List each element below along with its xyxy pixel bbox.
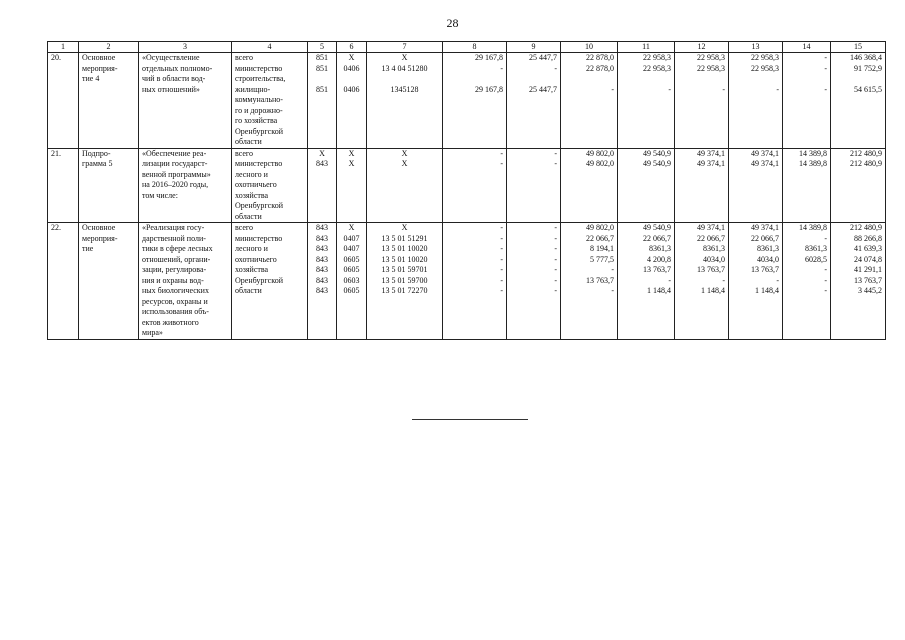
page-number: 28 xyxy=(446,16,459,30)
program-name-line: дарственной поли- xyxy=(142,233,206,243)
executor-line: министерство xyxy=(235,159,283,168)
value-2015: - xyxy=(554,275,557,285)
grbs-code: 843 xyxy=(316,244,328,253)
value-2015: - xyxy=(554,286,557,295)
value-2018: 13 763,7 xyxy=(697,265,725,274)
value-2019-cell xyxy=(729,148,783,223)
value-2015-cell xyxy=(507,148,561,223)
program-name-line: мира» xyxy=(142,328,163,337)
executor-line: го хозяйства xyxy=(235,116,278,125)
target-article-code: 1345128 xyxy=(390,84,419,94)
executor-line: го и дорожно- xyxy=(235,105,283,115)
row-number: 20. xyxy=(51,53,61,62)
executor-line: всего xyxy=(235,148,254,158)
value-2018: 49 374,1 xyxy=(697,159,725,168)
column-number: 8 xyxy=(443,42,507,53)
target-article-code: 13 5 01 59700 xyxy=(381,275,428,285)
column-number: 15 xyxy=(831,42,886,53)
value-2018: 4034,0 xyxy=(703,254,725,264)
value-2019: 22 958,3 xyxy=(751,53,779,62)
spacer xyxy=(621,74,671,85)
program-name-line: ния и охраны вод- xyxy=(142,275,204,285)
program-name-line: ных биологических xyxy=(142,286,209,295)
column-number: 2 xyxy=(79,42,139,53)
spacer xyxy=(786,74,827,85)
section-code: 0407 xyxy=(343,233,360,243)
value-2019: 1 148,4 xyxy=(755,286,779,295)
target-article-code-cell xyxy=(367,53,443,149)
executor-cell xyxy=(232,53,308,149)
program-kind-cell xyxy=(79,223,139,340)
program-name-line: «Реализация госу- xyxy=(142,223,205,232)
value-2014-cell xyxy=(443,223,507,340)
value-2015: - xyxy=(554,244,557,253)
grbs-code: 843 xyxy=(316,159,328,168)
total-value: 212 480,9 xyxy=(850,223,882,232)
value-2016-cell xyxy=(561,53,618,149)
value-2015: - xyxy=(554,63,557,73)
executor-line: жилищно- xyxy=(235,84,271,94)
value-2016: 22 066,7 xyxy=(586,233,614,243)
executor-line: Оренбургской xyxy=(235,126,283,136)
value-2017: 4 200,8 xyxy=(647,254,671,264)
value-2019: - xyxy=(776,84,779,94)
value-2018: - xyxy=(722,84,725,94)
spacer xyxy=(446,74,503,85)
grbs-code-cell xyxy=(308,223,337,340)
program-kind-cell xyxy=(79,148,139,223)
value-2019: 22 066,7 xyxy=(751,233,779,243)
value-2015: - xyxy=(554,265,557,274)
grbs-code-cell xyxy=(308,53,337,149)
value-2019-cell xyxy=(729,223,783,340)
value-2014: - xyxy=(500,148,503,158)
value-2014: - xyxy=(500,63,503,73)
section-code: 0605 xyxy=(343,286,360,295)
value-2016: - xyxy=(611,286,614,295)
total-value: 3 445,2 xyxy=(858,286,882,295)
grbs-code: 851 xyxy=(316,84,328,94)
spacer xyxy=(564,74,614,85)
target-article-code: 13 5 01 72270 xyxy=(381,286,428,295)
section-code: X xyxy=(348,148,355,158)
grbs-code: 851 xyxy=(316,63,328,73)
program-kind-line: Подпро- xyxy=(82,148,111,158)
value-2017: 1 148,4 xyxy=(647,286,671,295)
value-2018: 49 374,1 xyxy=(697,148,725,158)
value-2016-cell xyxy=(561,223,618,340)
value-2017: - xyxy=(668,275,671,285)
value-2016: 49 802,0 xyxy=(586,223,614,232)
value-2014: - xyxy=(500,244,503,253)
value-2020: - xyxy=(824,265,827,274)
column-number-row xyxy=(48,42,886,53)
row-number: 21. xyxy=(51,148,61,158)
total-value: 24 074,8 xyxy=(854,254,882,264)
value-2016: 49 802,0 xyxy=(586,159,614,168)
row-number: 22. xyxy=(51,223,61,232)
value-2020: 14 389,8 xyxy=(799,159,827,168)
executor-line: Оренбургской xyxy=(235,275,283,285)
value-2016: - xyxy=(611,265,614,274)
executor-line: министерство xyxy=(235,63,283,73)
total-value: 88 266,8 xyxy=(854,233,882,243)
value-2014: - xyxy=(500,223,503,232)
value-2020: - xyxy=(824,275,827,285)
column-number: 6 xyxy=(337,42,367,53)
program-kind-cell xyxy=(79,53,139,149)
grbs-code: 843 xyxy=(316,233,328,243)
target-article-code: 13 5 01 51291 xyxy=(381,233,428,243)
value-2016: 49 802,0 xyxy=(586,148,614,158)
section-code: 0603 xyxy=(343,275,360,285)
program-name-cell xyxy=(139,53,232,149)
grbs-code: 851 xyxy=(316,53,328,62)
target-article-code: X xyxy=(401,159,408,168)
program-name-line: отдельных полномо- xyxy=(142,63,213,73)
value-2015: - xyxy=(554,148,557,158)
executor-line: области xyxy=(235,211,262,221)
total-value: 41 291,1 xyxy=(854,265,882,274)
program-name-line: том числе: xyxy=(142,190,178,200)
value-2019-cell xyxy=(729,53,783,149)
section-code: 0406 xyxy=(343,63,360,73)
target-article-code-cell xyxy=(367,223,443,340)
value-2016: - xyxy=(611,84,614,94)
program-kind-line: мероприя- xyxy=(82,233,118,243)
target-article-code: 13 4 04 51280 xyxy=(381,63,428,73)
executor-line: хозяйства xyxy=(235,265,269,274)
grbs-code: 843 xyxy=(316,275,328,285)
value-2015: 25 447,7 xyxy=(529,84,557,94)
value-2017: 22 958,3 xyxy=(643,63,671,73)
value-2020: 8361,3 xyxy=(805,244,827,253)
target-article-code: 13 5 01 10020 xyxy=(381,244,428,253)
grbs-code-cell xyxy=(308,148,337,223)
row-number-cell xyxy=(48,223,79,340)
target-article-code: 13 5 01 10020 xyxy=(381,254,428,264)
value-2018: - xyxy=(722,275,725,285)
value-2015: 25 447,7 xyxy=(529,53,557,62)
value-2018: 22 958,3 xyxy=(697,63,725,73)
value-2014: 29 167,8 xyxy=(475,53,503,62)
executor-line: области xyxy=(235,137,262,146)
section-code: 0605 xyxy=(343,265,360,274)
value-2020-cell xyxy=(783,148,831,223)
program-name-line: ектов животного xyxy=(142,317,199,327)
spacer xyxy=(370,74,439,85)
value-2016: 5 777,5 xyxy=(590,254,614,264)
value-2020-cell xyxy=(783,223,831,340)
value-2019: 49 374,1 xyxy=(751,223,779,232)
value-2016: 22 878,0 xyxy=(586,53,614,62)
grbs-code: X xyxy=(319,148,325,158)
value-2019: 49 374,1 xyxy=(751,159,779,168)
section-code: 0406 xyxy=(343,84,360,94)
value-2017: 22 958,3 xyxy=(643,53,671,62)
value-2015: - xyxy=(554,223,557,232)
total-value: 91 752,9 xyxy=(854,63,882,73)
total-value: 212 480,9 xyxy=(850,159,882,168)
value-2020: - xyxy=(824,53,827,62)
value-2017-cell xyxy=(618,148,675,223)
program-kind-line: Основное xyxy=(82,53,116,62)
column-number: 9 xyxy=(507,42,561,53)
executor-cell xyxy=(232,148,308,223)
target-article-code: X xyxy=(401,223,408,232)
row-number-cell xyxy=(48,53,79,149)
column-number: 10 xyxy=(561,42,618,53)
program-name-line: венной программы» xyxy=(142,169,211,179)
program-name-line: ных отношений» xyxy=(142,84,200,94)
column-number: 12 xyxy=(675,42,729,53)
value-2020: 14 389,8 xyxy=(799,223,827,232)
column-number: 11 xyxy=(618,42,675,53)
column-number: 4 xyxy=(232,42,308,53)
value-2015-cell xyxy=(507,53,561,149)
spacer xyxy=(834,74,882,85)
executor-line: всего xyxy=(235,223,254,232)
total-value: 13 763,7 xyxy=(854,275,882,285)
target-article-code-cell xyxy=(367,148,443,223)
value-2014: - xyxy=(500,233,503,243)
value-2020: - xyxy=(824,63,827,73)
grbs-code: 843 xyxy=(316,223,328,232)
value-2018: 8361,3 xyxy=(703,244,725,253)
value-2018-cell xyxy=(675,53,729,149)
section-code-cell xyxy=(337,223,367,340)
executor-cell xyxy=(232,223,308,340)
target-article-code: X xyxy=(401,148,408,158)
program-kind-line: тие 4 xyxy=(82,74,100,83)
spacer xyxy=(340,74,363,85)
value-2016: 22 878,0 xyxy=(586,63,614,73)
program-name-line: на 2016–2020 годы, xyxy=(142,180,209,189)
value-2015: - xyxy=(554,159,557,168)
value-2014-cell xyxy=(443,148,507,223)
value-2019: 49 374,1 xyxy=(751,148,779,158)
executor-line: хозяйства xyxy=(235,190,269,200)
spacer xyxy=(311,74,333,85)
value-2020: 6028,5 xyxy=(805,254,827,264)
value-2015-cell xyxy=(507,223,561,340)
executor-line: охотничьего xyxy=(235,180,277,189)
column-number: 14 xyxy=(783,42,831,53)
value-2017: 22 066,7 xyxy=(643,233,671,243)
value-2018: 22 066,7 xyxy=(697,233,725,243)
program-kind-line: грамма 5 xyxy=(82,159,113,168)
target-article-code: 13 5 01 59701 xyxy=(381,265,428,274)
value-2017: - xyxy=(668,84,671,94)
section-code: 0605 xyxy=(343,254,360,264)
section-code: X xyxy=(348,159,355,168)
program-name-line: «Осуществление xyxy=(142,53,200,62)
value-2019: 13 763,7 xyxy=(751,265,779,274)
table-row xyxy=(48,148,886,223)
section-code: 0407 xyxy=(343,244,360,253)
program-name-cell xyxy=(139,223,232,340)
budget-table xyxy=(47,41,886,340)
value-2014: - xyxy=(500,275,503,285)
value-2018: 1 148,4 xyxy=(701,286,725,295)
value-2017-cell xyxy=(618,223,675,340)
executor-line: министерство xyxy=(235,233,283,243)
value-2017: 49 540,9 xyxy=(643,223,671,232)
section-code-cell xyxy=(337,148,367,223)
value-2014-cell xyxy=(443,53,507,149)
executor-line: лесного и xyxy=(235,169,268,179)
program-name-line: ресурсов, охраны и xyxy=(142,296,208,306)
value-2014: - xyxy=(500,286,503,295)
value-2016-cell xyxy=(561,148,618,223)
value-2017-cell xyxy=(618,53,675,149)
total-value: 146 368,4 xyxy=(850,53,882,62)
column-number: 5 xyxy=(308,42,337,53)
spacer xyxy=(510,74,557,85)
value-2016: 13 763,7 xyxy=(586,275,614,285)
program-name-line: чий в области вод- xyxy=(142,74,206,83)
program-kind-line: тие xyxy=(82,244,94,253)
value-2020: - xyxy=(824,233,827,243)
value-2020: - xyxy=(824,286,827,295)
grbs-code: 843 xyxy=(316,286,328,295)
executor-line: строительства, xyxy=(235,74,286,83)
value-2017: 8361,3 xyxy=(649,244,671,253)
executor-line: всего xyxy=(235,53,254,62)
value-2018: 22 958,3 xyxy=(697,53,725,62)
program-name-line: зации, регулирова- xyxy=(142,265,207,274)
value-2014: - xyxy=(500,265,503,274)
table-row xyxy=(48,223,886,340)
value-2019: 8361,3 xyxy=(757,244,779,253)
spacer xyxy=(732,74,779,85)
value-2015: - xyxy=(554,254,557,264)
value-2018-cell xyxy=(675,148,729,223)
program-name-cell xyxy=(139,148,232,223)
value-2020: - xyxy=(824,84,827,94)
executor-line: коммунально- xyxy=(235,95,283,104)
value-2019: 22 958,3 xyxy=(751,63,779,73)
row-number-cell xyxy=(48,148,79,223)
total-value: 41 639,3 xyxy=(854,244,882,253)
column-number: 1 xyxy=(48,42,79,53)
program-name-line: отношений, органи- xyxy=(142,254,211,264)
value-2014: - xyxy=(500,159,503,168)
value-2017: 13 763,7 xyxy=(643,265,671,274)
total-value-cell xyxy=(831,53,886,149)
footer-divider xyxy=(412,419,528,420)
value-2018: 49 374,1 xyxy=(697,223,725,232)
section-code: X xyxy=(348,53,355,62)
table-row xyxy=(48,53,886,149)
total-value-cell xyxy=(831,148,886,223)
spacer xyxy=(678,74,725,85)
program-name-line: использования объ- xyxy=(142,307,209,316)
section-code-cell xyxy=(337,53,367,149)
value-2017: 49 540,9 xyxy=(643,159,671,168)
value-2016: 8 194,1 xyxy=(590,244,614,253)
value-2020: 14 389,8 xyxy=(799,148,827,158)
total-value: 54 615,5 xyxy=(854,84,882,94)
total-value: 212 480,9 xyxy=(850,148,882,158)
value-2014: 29 167,8 xyxy=(475,84,503,94)
executor-line: лесного и xyxy=(235,244,268,253)
executor-line: области xyxy=(235,286,262,295)
program-name-line: тики в сфере лесных xyxy=(142,244,213,253)
executor-line: Оренбургской xyxy=(235,201,283,210)
total-value-cell xyxy=(831,223,886,340)
column-number: 13 xyxy=(729,42,783,53)
target-article-code: X xyxy=(401,53,408,62)
program-name-line: «Обеспечение реа- xyxy=(142,148,207,158)
program-name-line: лизации государст- xyxy=(142,159,208,168)
section-code: X xyxy=(348,223,355,232)
column-number: 3 xyxy=(139,42,232,53)
executor-line: охотничьего xyxy=(235,254,277,264)
value-2017: 49 540,9 xyxy=(643,148,671,158)
value-2014: - xyxy=(500,254,503,264)
value-2020-cell xyxy=(783,53,831,149)
value-2015: - xyxy=(554,233,557,243)
grbs-code: 843 xyxy=(316,254,328,264)
program-kind-line: Основное xyxy=(82,223,116,232)
value-2018-cell xyxy=(675,223,729,340)
column-number: 7 xyxy=(367,42,443,53)
value-2019: - xyxy=(776,275,779,285)
value-2019: 4034,0 xyxy=(757,254,779,264)
grbs-code: 843 xyxy=(316,265,328,274)
program-kind-line: мероприя- xyxy=(82,63,118,73)
